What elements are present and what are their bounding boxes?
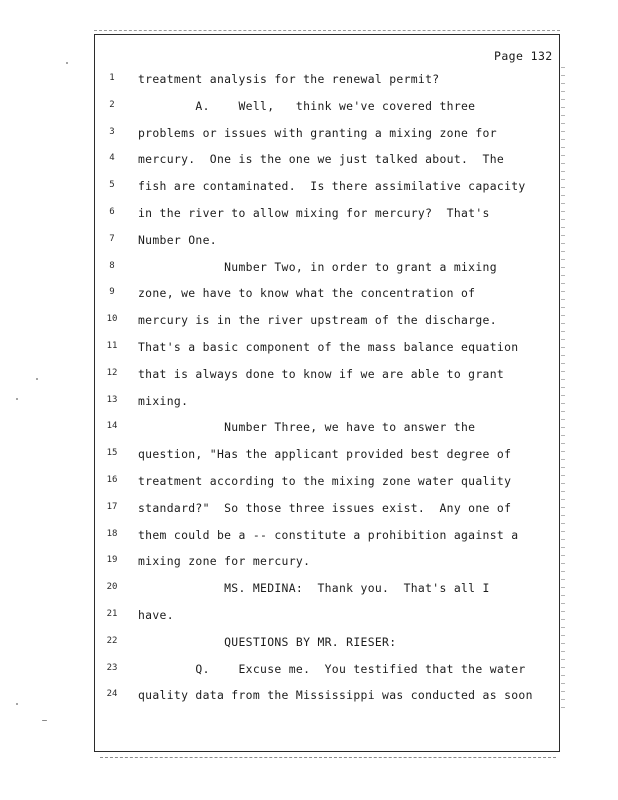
line-number: 9: [109, 287, 115, 298]
scan-bottom-border: [100, 757, 556, 760]
transcript-line: [0, 635, 618, 655]
scan-top-border: [94, 30, 560, 33]
line-text: mercury. One is the one we just talked about. The: [138, 152, 505, 167]
line-number: 17: [106, 501, 118, 512]
line-text: A. Well, think we've covered three: [138, 98, 476, 113]
transcript-line: [0, 662, 618, 682]
transcript-line: [0, 179, 618, 199]
line-text: them could be a -- constitute a prohibition against a: [138, 527, 519, 542]
line-text: Number Two, in order to grant a mixing: [138, 259, 497, 274]
transcript-line: [0, 474, 618, 494]
transcript-line: [0, 554, 618, 574]
transcript-line: [0, 286, 618, 306]
line-text: quality data from the Mississippi was conducted as soon: [138, 688, 533, 703]
line-number: 2: [109, 99, 115, 110]
line-number: 21: [106, 609, 118, 619]
line-text: MS. MEDINA: Thank you. That's all I: [138, 581, 490, 596]
transcript-line: [0, 447, 618, 467]
line-text: problems or issues with granting a mixing zone for: [138, 125, 497, 140]
scan-speck: [36, 378, 38, 380]
transcript-line: [0, 126, 618, 146]
line-text: mixing zone for mercury.: [138, 554, 311, 569]
line-text: Number One.: [138, 232, 217, 247]
line-number: 22: [106, 635, 118, 646]
transcript-line: [0, 152, 618, 172]
line-text: in the river to allow mixing for mercury? That's: [138, 206, 490, 220]
line-text: have.: [138, 608, 174, 622]
line-text: that is always done to know if we are able to grant: [138, 366, 505, 381]
line-text: treatment according to the mixing zone water quality: [138, 474, 512, 488]
line-text: zone, we have to know what the concentration of: [138, 286, 476, 301]
transcript-line: [0, 528, 618, 548]
line-number: 10: [106, 314, 118, 325]
line-text: That's a basic component of the mass balance equation: [138, 340, 519, 354]
line-number: 12: [106, 367, 118, 378]
scan-speck: [16, 398, 18, 400]
line-number: 8: [109, 260, 115, 271]
line-text: Number Three, we have to answer the: [138, 420, 476, 435]
line-number: 3: [109, 126, 115, 137]
line-number: 16: [106, 475, 118, 485]
transcript-line: [0, 581, 618, 601]
scan-speck: [42, 720, 47, 721]
line-text: Q. Excuse me. You testified that the water: [138, 661, 526, 676]
transcript-line: [0, 501, 618, 521]
line-number: 15: [106, 448, 118, 459]
transcript-line: [0, 233, 618, 253]
line-text: QUESTIONS BY MR. RIESER:: [138, 634, 397, 649]
line-number: 13: [106, 394, 118, 405]
line-text: mercury is in the river upstream of the discharge.: [138, 313, 497, 328]
line-text: standard?" So those three issues exist. Any one of: [138, 500, 512, 515]
line-number: 19: [106, 555, 118, 566]
line-text: mixing.: [138, 393, 189, 408]
line-text: question, "Has the applicant provided best degree of: [138, 447, 512, 462]
line-number: 14: [106, 421, 118, 432]
scan-speck: [66, 62, 68, 64]
transcript-line: [0, 688, 618, 708]
transcript-line: [0, 313, 618, 333]
line-number: 18: [106, 528, 118, 539]
transcript-line: [0, 608, 618, 628]
transcript-line: [0, 72, 618, 92]
line-number: 20: [106, 582, 118, 593]
line-number: 4: [109, 153, 115, 164]
line-number: 6: [109, 207, 115, 217]
transcript-line: [0, 340, 618, 360]
line-number: 24: [106, 689, 118, 700]
line-text: fish are contaminated. Is there assimilative capacity: [138, 179, 526, 194]
transcript-line: [0, 206, 618, 226]
transcript-line: [0, 394, 618, 414]
scan-speck: [16, 703, 18, 705]
line-text: treatment analysis for the renewal permit?: [138, 72, 440, 86]
transcript-line: [0, 99, 618, 119]
transcript-line: [0, 367, 618, 387]
line-number: 11: [106, 341, 118, 351]
line-number: 23: [106, 662, 118, 673]
page-number: Page 132: [494, 49, 553, 63]
transcript-line: [0, 420, 618, 440]
line-number: 7: [109, 233, 115, 244]
line-number: 5: [109, 180, 115, 191]
line-number: 1: [109, 73, 115, 83]
transcript-line: [0, 260, 618, 280]
